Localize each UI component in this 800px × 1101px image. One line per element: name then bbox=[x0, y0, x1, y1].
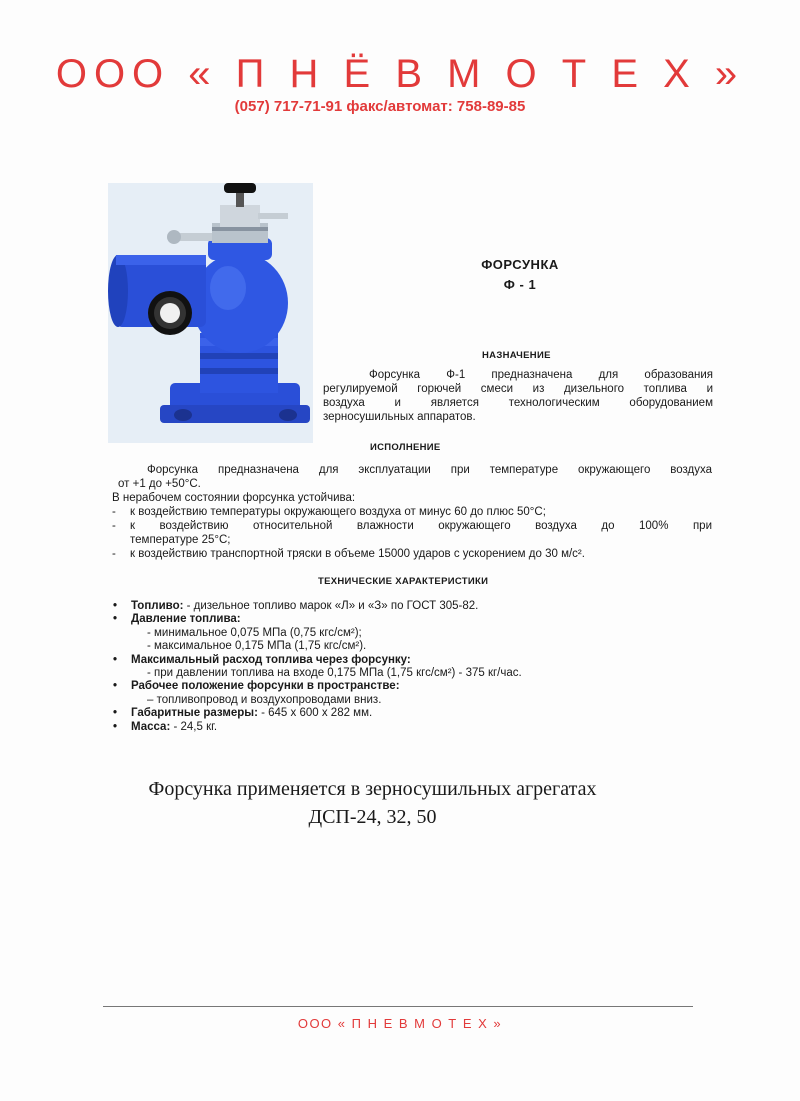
spec-value: - 24,5 кг. bbox=[170, 720, 218, 733]
application-line2: ДСП-24, 32, 50 bbox=[308, 806, 437, 828]
dash-marker: - bbox=[112, 548, 116, 560]
spec-label: Рабочее положение форсунки в пространстве: bbox=[131, 680, 400, 693]
application-note bbox=[0, 775, 745, 831]
execution-text bbox=[112, 463, 712, 561]
spec-mass bbox=[113, 721, 733, 734]
spec-size bbox=[113, 707, 733, 720]
spec-value: – топливопровод и воздухопроводами вниз. bbox=[147, 693, 382, 706]
spec-fuel bbox=[113, 600, 733, 613]
spec-position bbox=[113, 680, 733, 693]
purpose-line: зерносушильных аппаратов. bbox=[323, 411, 476, 423]
bullet-marker: • bbox=[113, 680, 118, 693]
bullet-marker: • bbox=[113, 600, 118, 612]
product-photo bbox=[108, 183, 313, 443]
bullet-marker: • bbox=[113, 613, 118, 626]
purpose-line: воздуха и является технологическим оборудованием bbox=[323, 397, 713, 409]
company-name: ООО « П Н Ё В М О Т Е Х » bbox=[55, 52, 745, 96]
execution-line: В нерабочем состоянии форсунка устойчива: bbox=[112, 492, 356, 504]
dash-marker: - bbox=[112, 506, 116, 518]
spec-value: - 645 х 600 х 282 мм. bbox=[257, 707, 373, 720]
spec-pressure bbox=[113, 613, 733, 626]
footer-divider bbox=[103, 1006, 693, 1007]
footer-company: ООО « П Н Е В М О Т Е Х » bbox=[297, 1016, 503, 1031]
spec-flow bbox=[113, 654, 733, 667]
execution-item-text: к воздействию транспортной тряски в объеме 15000 ударов с ускорением до 30 м/с². bbox=[130, 548, 585, 560]
specs-list bbox=[113, 600, 733, 734]
spec-value: - при давлении топлива на входе 0,175 МПа (1,75 кгс/см²) - 375 кг/час. bbox=[147, 667, 522, 680]
execution-heading: ИСПОЛНЕНИЕ bbox=[370, 442, 441, 453]
spec-value: - минимальное 0,075 МПа (0,75 кгс/см²); bbox=[147, 626, 362, 639]
purpose-heading: НАЗНАЧЕНИЕ bbox=[482, 350, 551, 361]
execution-line: Форсунка предназначена для эксплуатации при температуре окружающего воздуха bbox=[147, 464, 712, 476]
bullet-marker: • bbox=[113, 653, 118, 666]
spec-label: Масса: bbox=[131, 720, 171, 733]
purpose-line: Форсунка Ф-1 предназначена для образования bbox=[369, 369, 713, 381]
spec-label: Давление топлива: bbox=[131, 613, 241, 626]
execution-item bbox=[112, 519, 712, 547]
spec-label: Топливо: bbox=[131, 600, 184, 612]
execution-item bbox=[112, 505, 712, 519]
bullet-marker: • bbox=[113, 707, 118, 720]
company-phone: (057) 717-71-91 факс/автомат: 758-89-85 bbox=[234, 98, 526, 115]
execution-item-text: к воздействию относительной влажности окружающего воздуха до 100% при bbox=[130, 520, 712, 532]
specs-heading: ТЕХНИЧЕСКИЕ ХАРАКТЕРИСТИКИ bbox=[318, 576, 489, 587]
burner-illustration-icon bbox=[108, 183, 313, 443]
execution-item bbox=[112, 547, 712, 561]
purpose-line: регулируемой горючей смеси из дизельного топлива и bbox=[323, 383, 713, 395]
spec-label: Габаритные размеры: bbox=[131, 707, 258, 720]
execution-item-text: к воздействию температуры окружающего воздуха от минус 60 до плюс 50°С; bbox=[130, 506, 546, 518]
bullet-marker: • bbox=[113, 720, 118, 733]
product-title bbox=[440, 255, 600, 295]
product-title-line2: Ф - 1 bbox=[503, 277, 537, 292]
spec-label: Максимальный расход топлива через форсунку: bbox=[131, 653, 411, 666]
execution-item-text: температуре 25°С; bbox=[130, 534, 231, 546]
dash-marker: - bbox=[112, 520, 116, 532]
product-title-line1: ФОРСУНКА bbox=[481, 257, 559, 272]
spec-value: - максимальное 0,175 МПа (1,75 кгс/см²). bbox=[147, 640, 367, 653]
spec-value: - дизельное топливо марок «Л» и «З» по ГОСТ 305-82. bbox=[183, 600, 479, 612]
application-line1: Форсунка применяется в зерносушильных агрегатах bbox=[148, 778, 597, 800]
purpose-text bbox=[323, 368, 713, 424]
execution-line: от +1 до +50°С. bbox=[118, 478, 201, 490]
